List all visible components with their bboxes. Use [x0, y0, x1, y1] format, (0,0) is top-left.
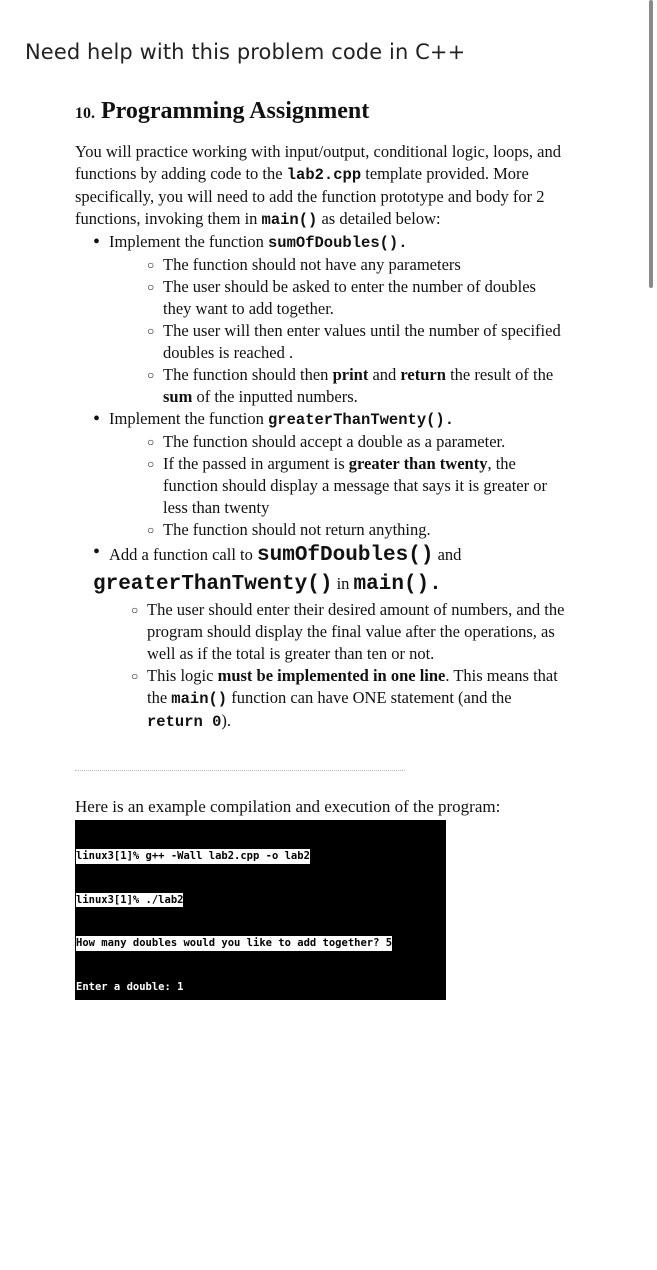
sub-text: The function should not have any parameters: [163, 255, 461, 274]
sub-bold: greater than twenty: [348, 454, 488, 473]
sub-text: The user should enter their desired amount of numbers, and the program should display the final value after the operations, as well as if the total is greater than ten or not.: [147, 600, 565, 663]
sub-text: function can have ONE statement (and the: [227, 688, 512, 707]
sub-text: ).: [221, 711, 232, 730]
terminal-line: Sum: 12: [76, 1198, 121, 1210]
terminal-line: Enter a double: 1: [76, 980, 184, 993]
terminal-command: linux3[1]% ./lab2: [76, 893, 184, 906]
bullet-sum-of-doubles: [93, 231, 565, 408]
bullet-code: greaterThanTwenty(): [93, 573, 333, 596]
bullet-code: sumOfDoubles().: [268, 234, 408, 252]
sub-bold: must be implemented in one line: [217, 666, 446, 685]
sub-item: [131, 665, 565, 733]
sub-bold: return: [400, 365, 446, 384]
intro-paragraph: [75, 141, 565, 231]
terminal-line: [75, 936, 446, 951]
terminal-line: Enter a double: -10: [76, 1111, 197, 1123]
sub-text: The function should then: [163, 365, 333, 384]
terminal-line: Enter a double: 9: [76, 1024, 184, 1036]
bullet-second-line: [93, 570, 565, 599]
terminal-line: Enter a double: 1: [76, 1067, 184, 1080]
assignment-heading: [75, 96, 565, 129]
sub-item: [131, 599, 565, 665]
sub-text: , the function should display a message that says it is greater or less than twenty: [163, 454, 547, 517]
bullet-add-function-call: [93, 541, 565, 733]
divider: [75, 770, 405, 771]
sub-item: [147, 254, 565, 276]
sub-text: of the inputted numbers.: [192, 387, 358, 406]
sub-text: and: [368, 365, 401, 384]
sub-item: [147, 431, 565, 453]
terminal-line: 12 is greater than 10!: [76, 1241, 216, 1254]
bullet-lead: Implement the function: [109, 232, 268, 251]
sub-bold: sum: [163, 387, 193, 406]
intro-main-code: main(): [261, 211, 318, 229]
requirements-list: [75, 231, 565, 733]
terminal-line: [75, 893, 446, 908]
sub-list: [109, 599, 565, 733]
intro-text-1: You will practice working with input/output, conditional logic, loops, and functions by adding code to the: [75, 142, 561, 183]
bullet-text: and: [433, 545, 462, 564]
sub-code: main(): [171, 690, 228, 708]
assignment-document: [75, 96, 565, 733]
question-title: Need help with this problem code in C++: [25, 40, 466, 64]
bullet-lead-line: [109, 541, 565, 570]
bullet-code: greaterThanTwenty().: [268, 411, 455, 429]
sub-item: [147, 320, 565, 364]
terminal-command: How many doubles would you like to add together? 5: [76, 937, 393, 949]
sub-text: This logic: [147, 666, 218, 685]
sub-code: return 0: [147, 713, 222, 731]
sub-list: [109, 254, 565, 408]
bullet-code: main().: [353, 573, 442, 596]
sub-text: The function should not return anything.: [163, 520, 431, 539]
heading-title: Programming Assignment: [101, 98, 370, 124]
sub-list: [109, 431, 565, 541]
heading-number: 10.: [75, 105, 95, 122]
intro-filename: lab2.cpp: [286, 166, 362, 184]
sub-item: [147, 453, 565, 519]
sub-text: The user should be asked to enter the number of doubles they want to add together.: [163, 277, 536, 318]
scrollbar[interactable]: [649, 0, 653, 288]
sub-text: the result of the: [445, 365, 554, 384]
bullet-code: sumOfDoubles(): [257, 544, 434, 567]
example-caption: Here is an example compilation and execution of the program:: [75, 797, 501, 816]
sub-text: . This means that the: [147, 666, 558, 707]
sub-item: [147, 519, 565, 541]
sub-item: [147, 276, 565, 320]
terminal-command: linux3[1]% g++ -Wall lab2.cpp -o lab2: [76, 850, 310, 862]
sub-text: The user will then enter values until the number of specified doubles is reached .: [163, 321, 561, 362]
intro-text-3: as detailed below:: [317, 209, 441, 228]
bullet-text: in: [332, 574, 354, 593]
terminal-output: [75, 820, 446, 1254]
bullet-lead: Implement the function: [109, 409, 268, 428]
bullet-lead: Add a function call to: [109, 545, 258, 564]
bullet-greater-than-twenty: [93, 408, 565, 541]
terminal-line: [75, 849, 446, 864]
sub-bold: print: [332, 365, 369, 384]
terminal-line: Enter a double: 11: [76, 1154, 190, 1167]
sub-item: [147, 364, 565, 408]
sub-text: If the passed in argument is: [163, 454, 349, 473]
sub-text: The function should accept a double as a parameter.: [163, 432, 506, 451]
intro-text-2: template provided. More specifically, you will need to add the function prototype and body for 2 functions, invoking them in: [75, 164, 545, 228]
